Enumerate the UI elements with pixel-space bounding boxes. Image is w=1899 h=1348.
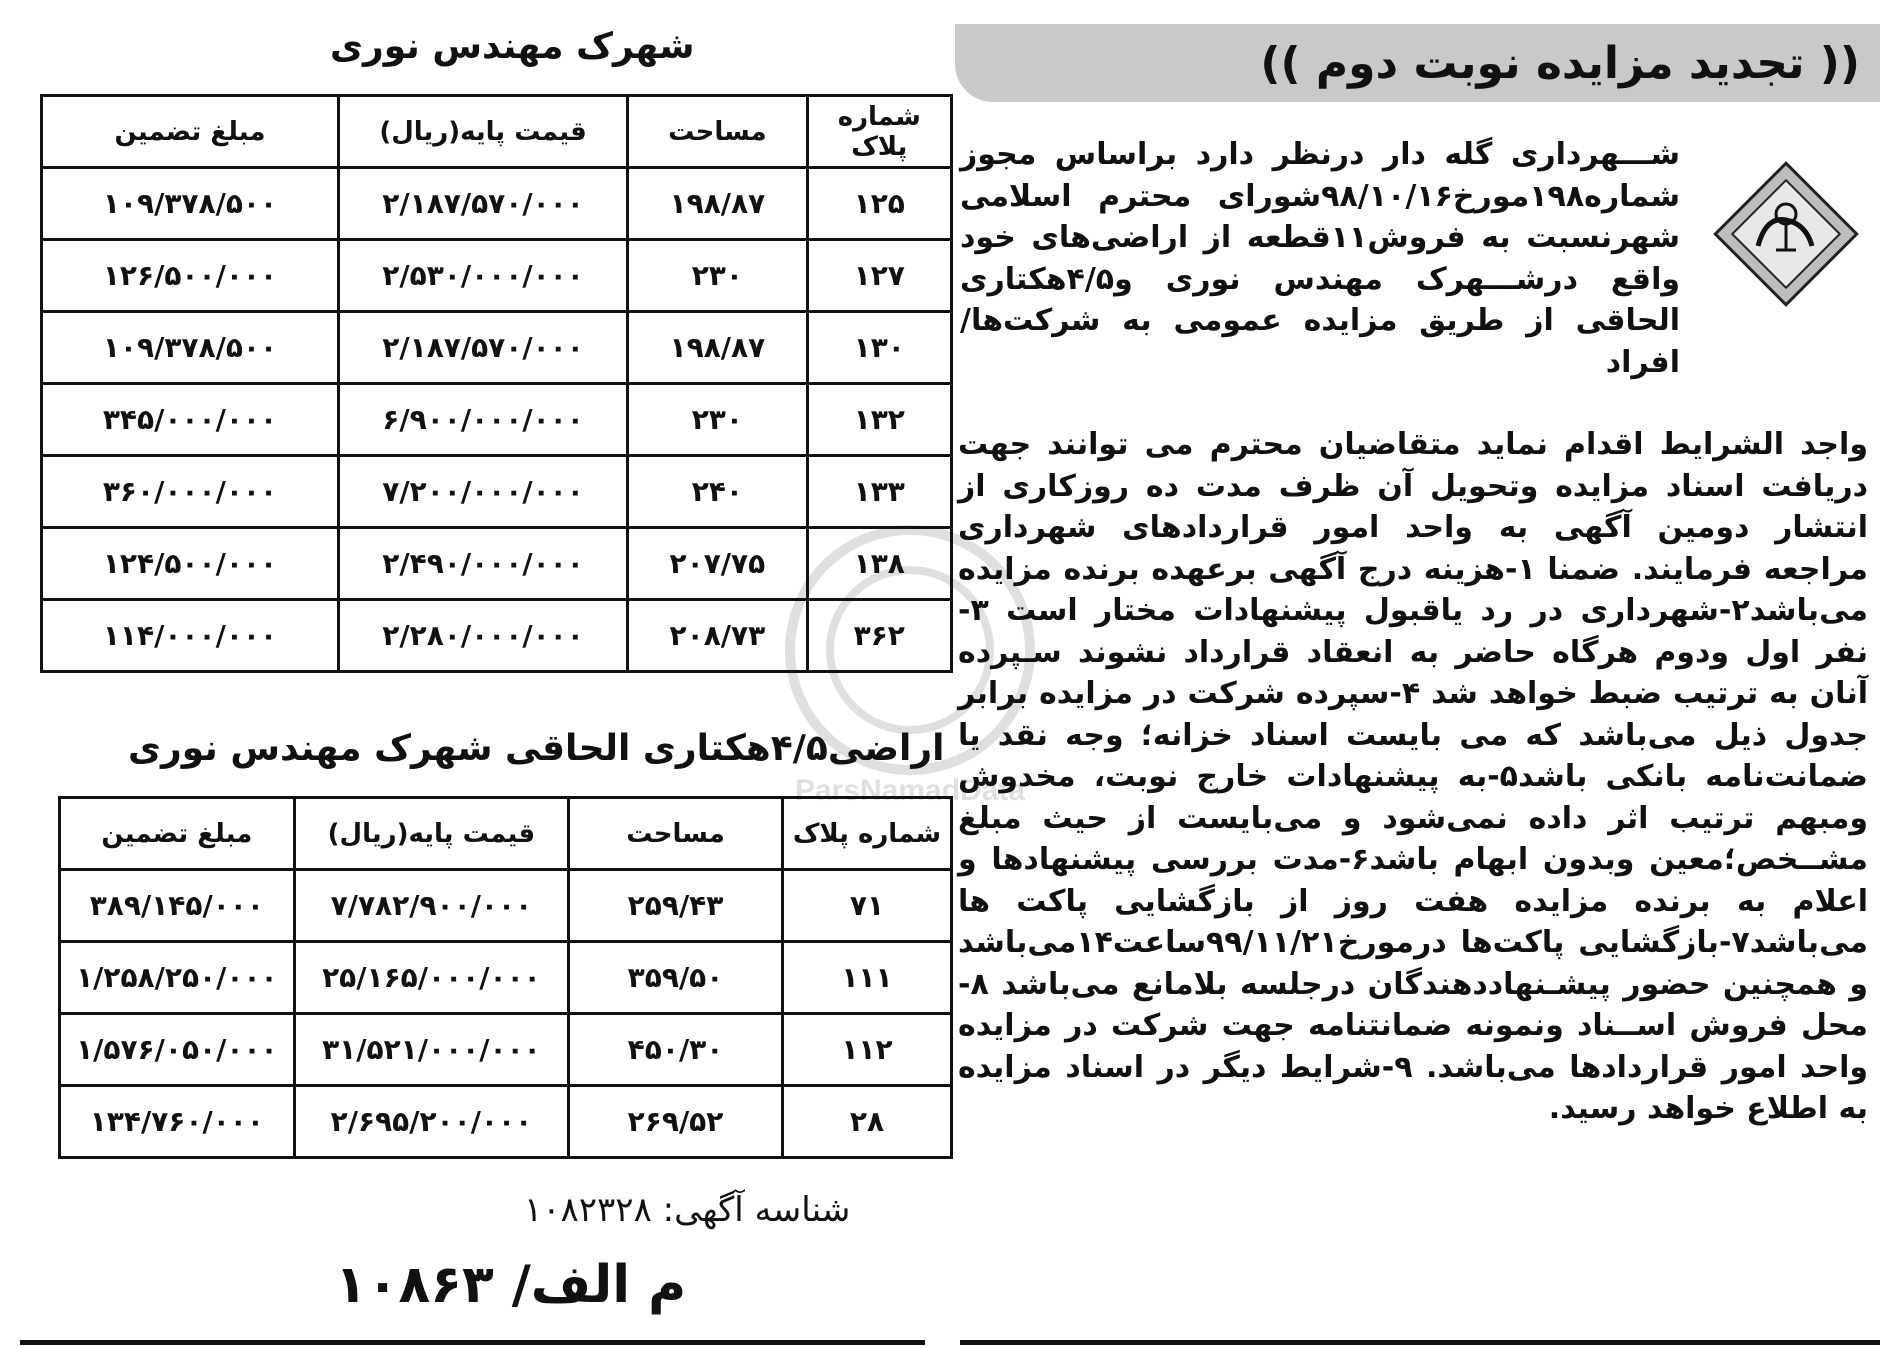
cell-base-price: ۳۱/۵۲۱/۰۰۰/۰۰۰	[294, 1014, 568, 1086]
header-banner	[955, 24, 1880, 102]
cell-plate: ۱۱۱	[782, 942, 951, 1014]
cell-guarantee: ۱/۲۵۸/۲۵۰/۰۰۰	[60, 942, 295, 1014]
table-row	[60, 1086, 952, 1158]
cell-base-price: ۷/۲۰۰/۰۰۰/۰۰۰	[338, 456, 627, 528]
cell-area: ۲۴۰	[628, 456, 807, 528]
header-guarantee: مبلغ تضمین	[60, 798, 295, 870]
cell-plate: ۱۱۲	[782, 1014, 951, 1086]
bottom-rule-right	[960, 1340, 1880, 1345]
cell-base-price: ۲/۵۳۰/۰۰۰/۰۰۰	[338, 240, 627, 312]
cell-guarantee: ۱۰۹/۳۷۸/۵۰۰	[42, 168, 339, 240]
cell-area: ۱۹۸/۸۷	[628, 168, 807, 240]
header-base-price: قیمت پایه(ریال)	[338, 96, 627, 168]
header-area: مساحت	[628, 96, 807, 168]
municipality-logo-icon	[1706, 154, 1866, 314]
table-header-row	[42, 96, 952, 168]
cell-plate: ۱۳۸	[807, 528, 951, 600]
cell-plate: ۱۳۳	[807, 456, 951, 528]
cell-guarantee: ۳۸۹/۱۴۵/۰۰۰	[60, 870, 295, 942]
table1-title: شهرک مهندس نوری	[330, 26, 695, 67]
cell-area: ۲۳۰	[628, 384, 807, 456]
header-area: مساحت	[569, 798, 783, 870]
cell-base-price: ۲/۲۸۰/۰۰۰/۰۰۰	[338, 600, 627, 672]
header-guarantee: مبلغ تضمین	[42, 96, 339, 168]
bottom-rule-left	[20, 1340, 925, 1345]
cell-area: ۲۳۰	[628, 240, 807, 312]
table-row	[42, 456, 952, 528]
cell-plate: ۲۸	[782, 1086, 951, 1158]
table-row	[60, 1014, 952, 1086]
header-plate: شماره پلاک	[807, 96, 951, 168]
table-header-row	[60, 798, 952, 870]
cell-plate: ۱۳۰	[807, 312, 951, 384]
page-title: (( تجدید مزایده نوبت دوم ))	[1260, 37, 1860, 89]
watermark-text: ParsNamadData	[794, 774, 1026, 807]
notice-intro: شـــهرداری گله دار درنظر دارد براساس مجوز شماره۱۹۸مورخ۹۸/۱۰/۱۶شورای محترم اسلامی شهرنسبت به فروش۱۱قطعه از اراضی‌های خود واقع درشـــهرک مهندس نوری و۴/۵هکتاری الحاقی از طریق مزایده عمومی به شرکت‌ها/افراد	[960, 137, 1680, 380]
cell-plate: ۱۲۷	[807, 240, 951, 312]
table-row	[42, 600, 952, 672]
cell-area: ۱۹۸/۸۷	[628, 312, 807, 384]
table-row	[42, 384, 952, 456]
cell-guarantee: ۳۶۰/۰۰۰/۰۰۰	[42, 456, 339, 528]
cell-area: ۲۵۹/۴۳	[569, 870, 783, 942]
ad-id: شناسه آگهی: ۱۰۸۲۳۲۸	[524, 1190, 851, 1230]
cell-guarantee: ۱۳۴/۷۶۰/۰۰۰	[60, 1086, 295, 1158]
notice-body: واجد الشرایط اقدام نماید متقاضیان محترم می توانند جهت دریافت اسناد مزایده وتحویل آن ظرف مدت ده روزکاری از انتشار دومین آگهی به واحد امور قراردادهای شهرداری مراجعه فرمایند. ضمنا ۱-هزینه درج آگهی برعهده برنده مزایده می‌باشد۲-شهرداری در رد یاقبول پیشنهادات مختار است ۳- نفر اول ودوم هرگاه حاضر به انعقاد قرارداد نشوند سـپرده آنان به ترتیب ضبط خواهد شد ۴-سپرده شرکت در مزایده برابر جدول ذیل می‌باشد که می بایست اسناد خزانه؛ وجه نقد یا ضمانت‌نامه بانکی باشد۵-به پیشنهادات خارج نوبت، مخدوش ومبهم ترتیب اثر داده نمی‌شود و می‌بایست از حیث مبلغ مشــخص؛معین وبدون ابهام باشد۶-مدت بررسی پیشنهادها و اعلام به برنده مزایده هفت روز از بازگشایی پاکت ها می‌باشد۷-بازگشایی پاکت‌ها درمورخ۹۹/۱۱/۲۱ساعت۱۴می‌باشد و همچنین حضور پیشـنهاددهندگان درجلسه بلامانع می‌باشد ۸-محل فروش اســناد ونمونه ضمانتنامه جهت شرکت در مزایده واحد امور قراردادها می‌باشد. ۹-شرایط دیگر در اسناد مزایده به اطلاع خواهد رسید.	[958, 427, 1869, 1126]
cell-guarantee: ۱۱۴/۰۰۰/۰۰۰	[42, 600, 339, 672]
table-row	[42, 240, 952, 312]
cell-area: ۲۶۹/۵۲	[569, 1086, 783, 1158]
cell-base-price: ۶/۹۰۰/۰۰۰/۰۰۰	[338, 384, 627, 456]
header-plate: شماره پلاک	[782, 798, 951, 870]
table2-title: اراضی۴/۵هکتاری الحاقی شهرک مهندس نوری	[128, 728, 945, 769]
cell-plate: ۷۱	[782, 870, 951, 942]
cell-base-price: ۲/۴۹۰/۰۰۰/۰۰۰	[338, 528, 627, 600]
cell-guarantee: ۱۲۶/۵۰۰/۰۰۰	[42, 240, 339, 312]
cell-area: ۳۵۹/۵۰	[569, 942, 783, 1014]
table-row	[42, 168, 952, 240]
table-row	[42, 528, 952, 600]
table-row	[42, 312, 952, 384]
cell-base-price: ۲/۱۸۷/۵۷۰/۰۰۰	[338, 312, 627, 384]
cell-plate: ۱۳۲	[807, 384, 951, 456]
table2	[58, 796, 953, 1159]
cell-guarantee: ۱۲۴/۵۰۰/۰۰۰	[42, 528, 339, 600]
notice-column	[955, 24, 1880, 1334]
cell-area: ۲۰۸/۷۳	[628, 600, 807, 672]
cell-plate: ۱۲۵	[807, 168, 951, 240]
ad-code: م الف/ ۱۰۸۶۳	[335, 1255, 687, 1315]
cell-guarantee: ۱/۵۷۶/۰۵۰/۰۰۰	[60, 1014, 295, 1086]
table-row	[60, 870, 952, 942]
table1	[40, 94, 953, 673]
cell-area: ۲۰۷/۷۵	[628, 528, 807, 600]
cell-area: ۴۵۰/۳۰	[569, 1014, 783, 1086]
header-base-price: قیمت پایه(ریال)	[294, 798, 568, 870]
cell-plate: ۳۶۲	[807, 600, 951, 672]
cell-guarantee: ۱۰۹/۳۷۸/۵۰۰	[42, 312, 339, 384]
cell-base-price: ۲/۶۹۵/۲۰۰/۰۰۰	[294, 1086, 568, 1158]
cell-base-price: ۲/۱۸۷/۵۷۰/۰۰۰	[338, 168, 627, 240]
table-row	[60, 942, 952, 1014]
cell-base-price: ۷/۷۸۲/۹۰۰/۰۰۰	[294, 870, 568, 942]
cell-base-price: ۲۵/۱۶۵/۰۰۰/۰۰۰	[294, 942, 568, 1014]
tables-column	[40, 20, 955, 1330]
cell-guarantee: ۳۴۵/۰۰۰/۰۰۰	[42, 384, 339, 456]
